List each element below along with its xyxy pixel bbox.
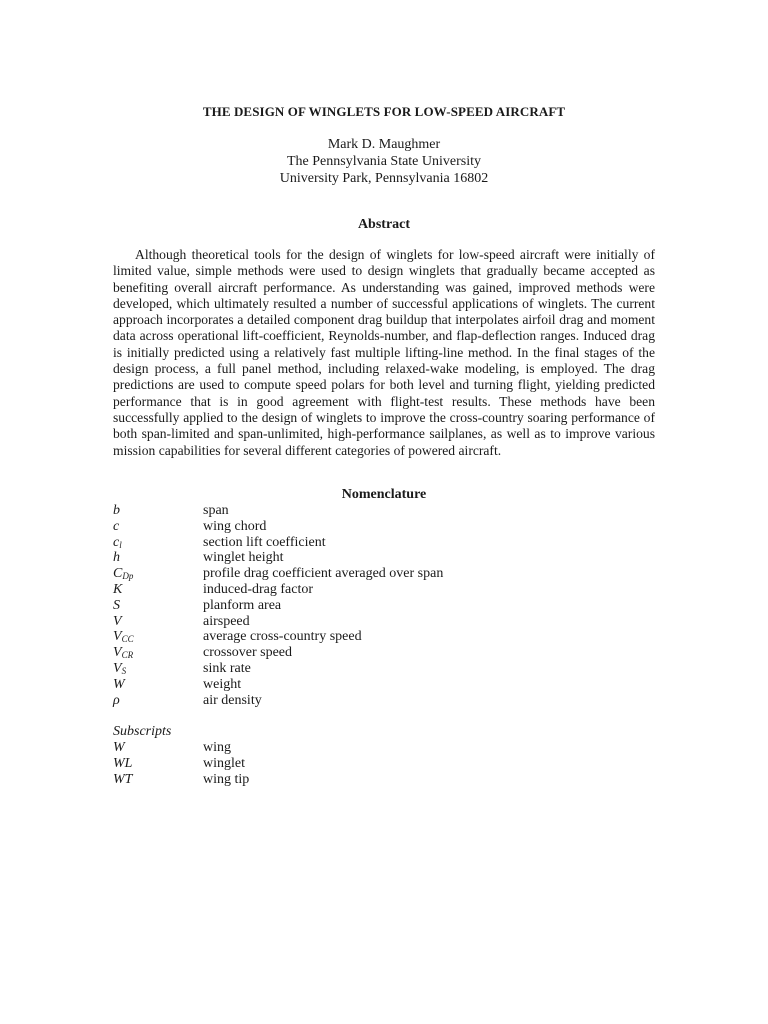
nomenclature-definition: planform area: [203, 597, 282, 613]
subscripts-list: [113, 740, 653, 787]
nomenclature-symbol: $V_S$: [113, 660, 127, 676]
nomenclature-symbol: S: [113, 597, 120, 613]
nomenclature-row: [113, 693, 653, 709]
nomenclature-symbol: $V_{CC}$: [113, 629, 134, 645]
subscripts-heading: Subscripts: [113, 724, 172, 739]
subscript-definition: wing: [203, 740, 231, 755]
nomenclature-symbol: b: [113, 503, 120, 518]
subscript-symbol: W: [113, 740, 125, 755]
nomenclature-symbol: K: [113, 581, 123, 597]
author-name: Mark D. Maughmer: [327, 137, 441, 152]
author-affiliation: The Pennsylvania State University: [286, 154, 482, 169]
nomenclature-row: [113, 550, 653, 566]
paper-title: THE DESIGN OF WINGLETS FOR LOW-SPEED AIRCRAFT: [202, 104, 566, 119]
nomenclature-symbol: c: [113, 518, 120, 534]
nomenclature-heading: Nomenclature: [341, 487, 427, 502]
nomenclature-definition: weight: [203, 676, 242, 692]
nomenclature-definition: average cross-country speed: [203, 629, 362, 645]
nomenclature-symbol: V: [113, 613, 122, 629]
nomenclature-definition: sink rate: [203, 660, 251, 676]
nomenclature-definition: section lift coefficient: [203, 534, 326, 550]
nomenclature-definition: air density: [203, 692, 262, 708]
nomenclature-row: [113, 629, 653, 645]
nomenclature-definition: wing chord: [203, 518, 267, 534]
author-block: [0, 136, 768, 187]
subscript-definition: wing tip: [203, 771, 250, 787]
nomenclature-row: [113, 661, 653, 677]
nomenclature-row: [113, 677, 653, 693]
nomenclature-definition: span: [203, 503, 229, 518]
nomenclature-row: [113, 598, 653, 614]
nomenclature-symbol: $C_{Dp}$: [113, 566, 134, 582]
nomenclature-symbol: h: [113, 550, 120, 566]
subscript-row: [113, 740, 653, 756]
subscript-row: [113, 772, 653, 788]
nomenclature-row: [113, 503, 653, 519]
nomenclature-row: [113, 535, 653, 551]
nomenclature-row: [113, 582, 653, 598]
nomenclature-symbol: W: [113, 676, 125, 692]
nomenclature-definition: profile drag coefficient averaged over span: [203, 566, 444, 582]
nomenclature-symbol: $c_l$: [113, 534, 122, 550]
subscript-symbol: WT: [113, 771, 133, 787]
nomenclature-definition: airspeed: [203, 613, 250, 629]
subscript-symbol: WL: [113, 755, 133, 771]
abstract-heading: Abstract: [357, 217, 411, 232]
subscript-definition: winglet: [203, 755, 245, 771]
nomenclature-row: [113, 566, 653, 582]
abstract-text: Although theoretical tools for the design of winglets for low-speed aircraft were initially of limited value, simple methods were used to design winglets that gradually became accepted as benefiting overall aircraft performance. As understanding was gained, improved methods were developed, which ultimately resulted a number of successful applications of winglets. The current approach incorporates a detailed component drag buildup that interpolates airfoil drag and moment data across operational lift-coefficient, Reynolds-number, and flap-deflection ranges. Induced drag is initially predicted using a relatively fast multiple lifting-line method. In the final stages of the design process, a full panel method, including relaxed-wake modeling, is employed. The drag predictions are used to compute speed polars for both level and turning flight, yielding predicted performance that is in good agreement with flight-test results. These methods have been successfully applied to the design of winglets to improve the cross-country soaring performance of both span-limited and span-unlimited, high-performance sailplanes, as well as to improve various mission capabilities for several different categories of powered aircraft.: [113, 247, 655, 458]
nomenclature-definition: crossover speed: [203, 645, 293, 661]
author-address: University Park, Pennsylvania 16802: [279, 171, 489, 186]
nomenclature-symbol: $V_{CR}$: [113, 645, 134, 661]
nomenclature-definition: induced-drag factor: [203, 581, 313, 597]
nomenclature-row: [113, 614, 653, 630]
nomenclature-symbol: ρ: [113, 692, 120, 708]
nomenclature-definition: winglet height: [203, 550, 284, 566]
nomenclature-row: [113, 645, 653, 661]
nomenclature-list: [113, 503, 653, 708]
subscript-row: [113, 756, 653, 772]
nomenclature-row: [113, 519, 653, 535]
